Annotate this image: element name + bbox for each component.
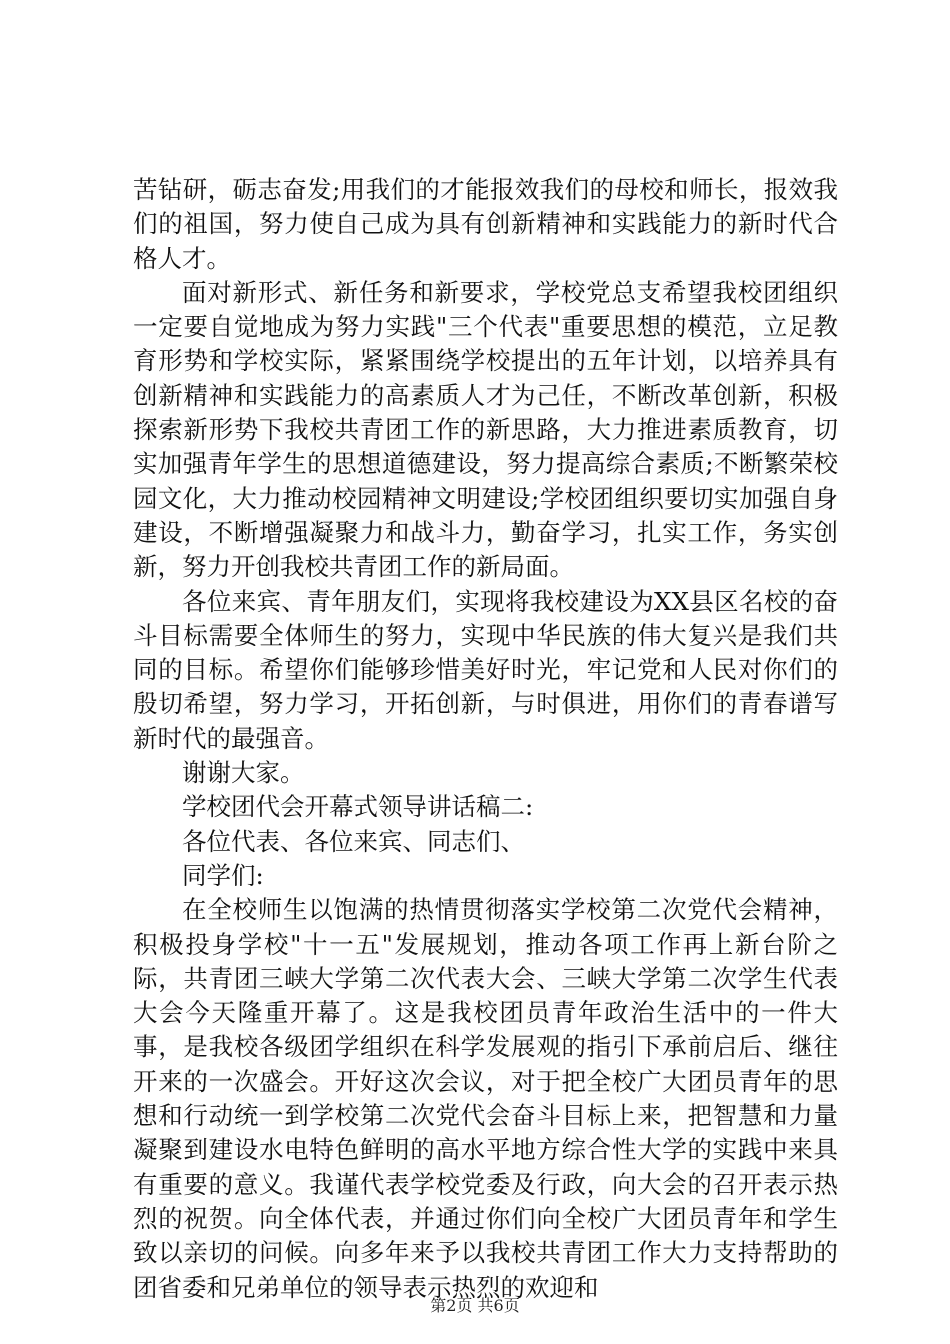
paragraph-congress-opening: 在全校师生以饱满的热情贯彻落实学校第二次党代会精神，积极投身学校"十一五"发展规划，推动各项工作再上新台阶之际，共青团三峡大学第二次代表大会、三峡大学第二次学生代表大会今天隆重开幕了。这是我校团员青年政治生活中的一件大事，是我校各级团学组织在科学发展观的指引下承前启后、继往开来的一次盛会。开好这次会议，对于把全校广大团员青年的思想和行动统一到学校第二次党代会奋斗目标上来，把智慧和力量凝聚到建设水电特色鲜明的高水平地方综合性大学的实践中来具有重要的意义。我谨代表学校党委及行政，向大会的召开表示热烈的祝贺。向全体代表，并通过你们向全校广大团员青年和学生致以亲切的问候。向多年来予以我校共青团工作大力支持帮助的团省委和兄弟单位的领导表示热烈的欢迎和: [133, 895, 838, 1302]
document-body: [133, 173, 838, 1305]
section-heading-speech-two: 学校团代会开幕式领导讲话稿二:: [182, 792, 534, 822]
salutation-line-one: 各位代表、各位来宾、同志们、: [182, 826, 525, 856]
paragraph-thanks: 谢谢大家。: [182, 758, 305, 788]
paragraph-school-expectations: 面对新形式、新任务和新要求，学校党总支希望我校团组织一定要自觉地成为努力实践"三个代表"重要思想的模范，立足教育形势和学校实际，紧紧围绕学校提出的五年计划，以培养具有创新精神和实践能力的高素质人才为己任，不断改革创新，积极探索新形势下我校共青团工作的新思路，大力推进素质教育，切实加强青年学生的思想道德建设，努力提高综合素质;不断繁荣校园文化，大力推动校园精神文明建设;学校团组织要切实加强自身建设，不断增强凝聚力和战斗力，勤奋学习，扎实工作，务实创新，努力开创我校共青团工作的新局面。: [133, 277, 838, 582]
paragraph-continuation: 苦钻研，砺志奋发;用我们的才能报效我们的母校和师长，报效我们的祖国，努力使自己成为具有创新精神和实践能力的新时代合格人才。: [133, 175, 838, 273]
paragraph-address-guests: 各位来宾、青年朋友们，实现将我校建设为XX县区名校的奋斗目标需要全体师生的努力，实现中华民族的伟大复兴是我们共同的目标。希望你们能够珍惜美好时光，牢记党和人民对你们的殷切希望，努力学习，开拓创新，与时俱进，用你们的青春谱写新时代的最强音。: [133, 586, 838, 753]
page-number-footer: 第2页 共6页: [430, 1296, 520, 1315]
salutation-line-two: 同学们:: [182, 860, 264, 890]
